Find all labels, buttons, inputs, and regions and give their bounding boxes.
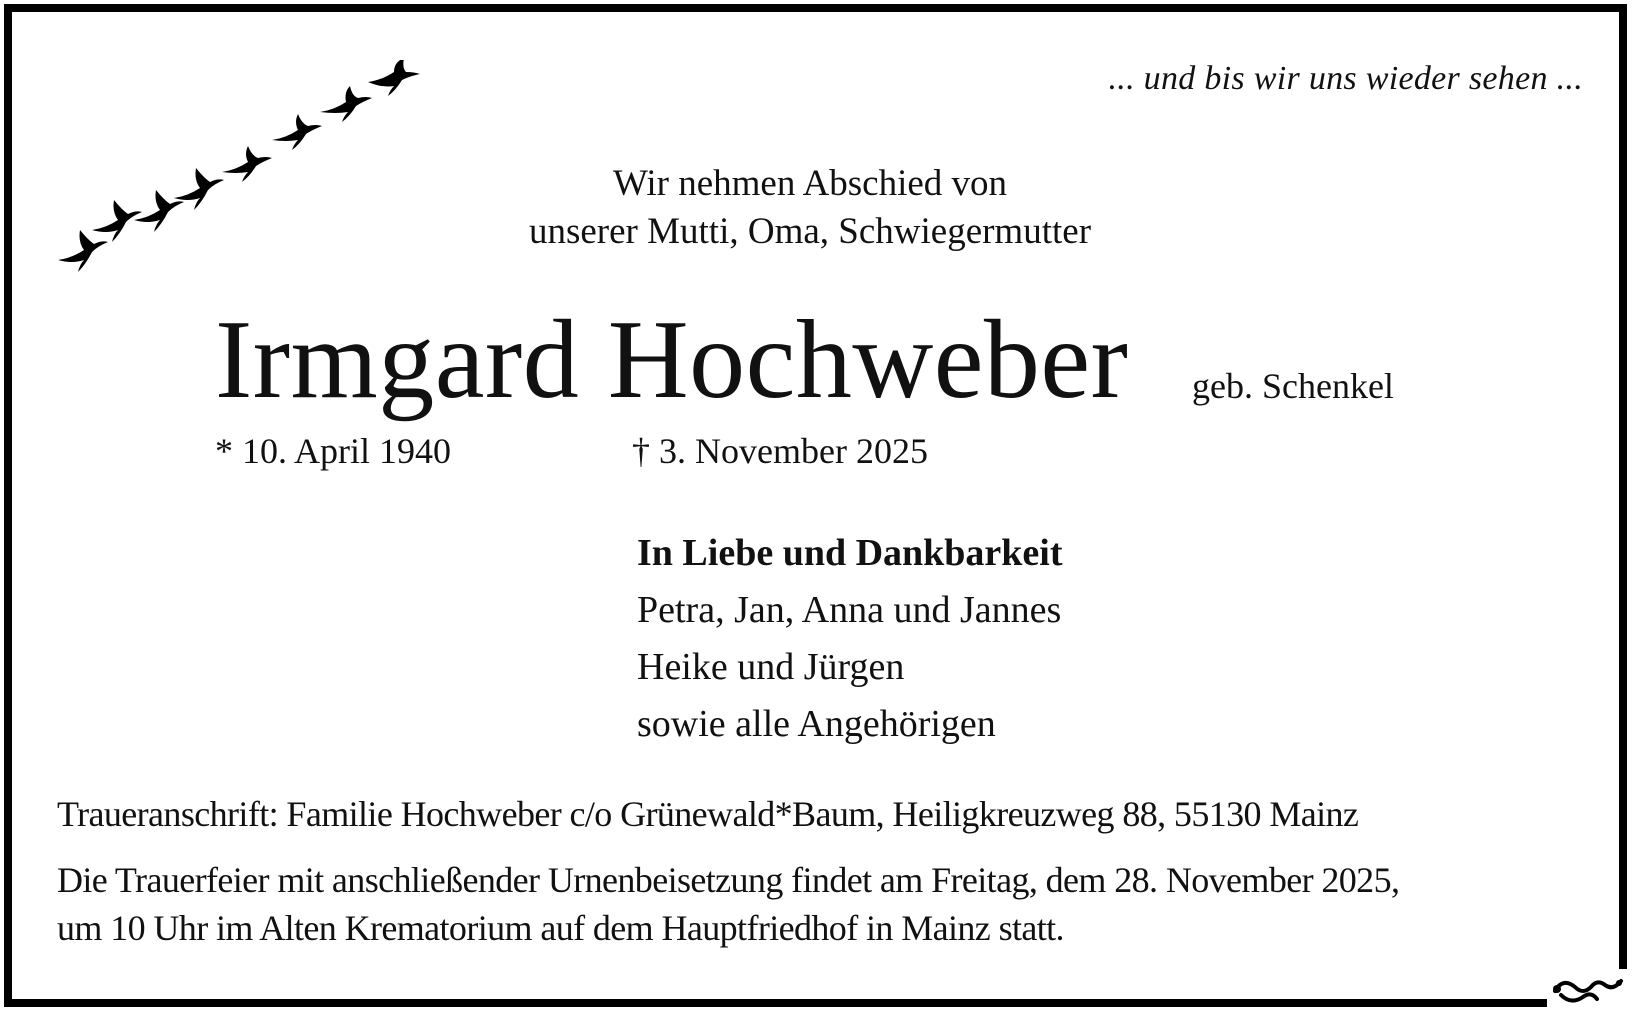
family-heading: In Liebe und Dankbarkeit: [637, 532, 1063, 574]
bird-icon: [134, 190, 184, 232]
family-line: Petra, Jan, Anna und Jannes: [637, 589, 1062, 631]
bird-icon: [222, 146, 272, 182]
intro-text: [460, 160, 1160, 256]
family-block: [637, 525, 1063, 753]
ceremony-info: [57, 856, 1399, 952]
deceased-name: Irmgard Hochweber: [215, 298, 1129, 422]
bird-icon: [174, 168, 224, 210]
maiden-name: geb. Schenkel: [1192, 366, 1394, 406]
ceremony-line-2: um 10 Uhr im Alten Krematorium auf dem Hauptfriedhof in Mainz statt.: [57, 908, 1064, 948]
bird-icon: [320, 86, 372, 122]
birth-date: * 10. April 1940: [215, 431, 452, 471]
swirl-ornament-icon: [1547, 969, 1627, 1007]
bird-icon: [368, 60, 420, 96]
family-line: Heike und Jürgen: [637, 646, 905, 688]
ceremony-line-1: Die Trauerfeier mit anschließender Urnenbeisetzung findet am Freitag, dem 28. November 2025,: [57, 860, 1400, 900]
motto-quote: ... und bis wir uns wieder sehen ...: [1108, 60, 1583, 97]
bird-icon: [272, 114, 322, 150]
flying-birds-icon: [50, 60, 430, 290]
death-date: † 3. November 2025: [632, 431, 928, 471]
intro-line-2: unserer Mutti, Oma, Schwiegermutter: [528, 211, 1092, 252]
bird-icon: [58, 230, 108, 272]
bird-icon: [92, 200, 142, 242]
intro-line-1: Wir nehmen Abschied von: [612, 163, 1008, 204]
mourning-address: Traueranschrift: Familie Hochweber c/o Grünewald*Baum, Heiligkreuzweg 88, 55130 Mainz: [57, 794, 1359, 834]
family-line: sowie alle Angehörigen: [637, 703, 996, 745]
